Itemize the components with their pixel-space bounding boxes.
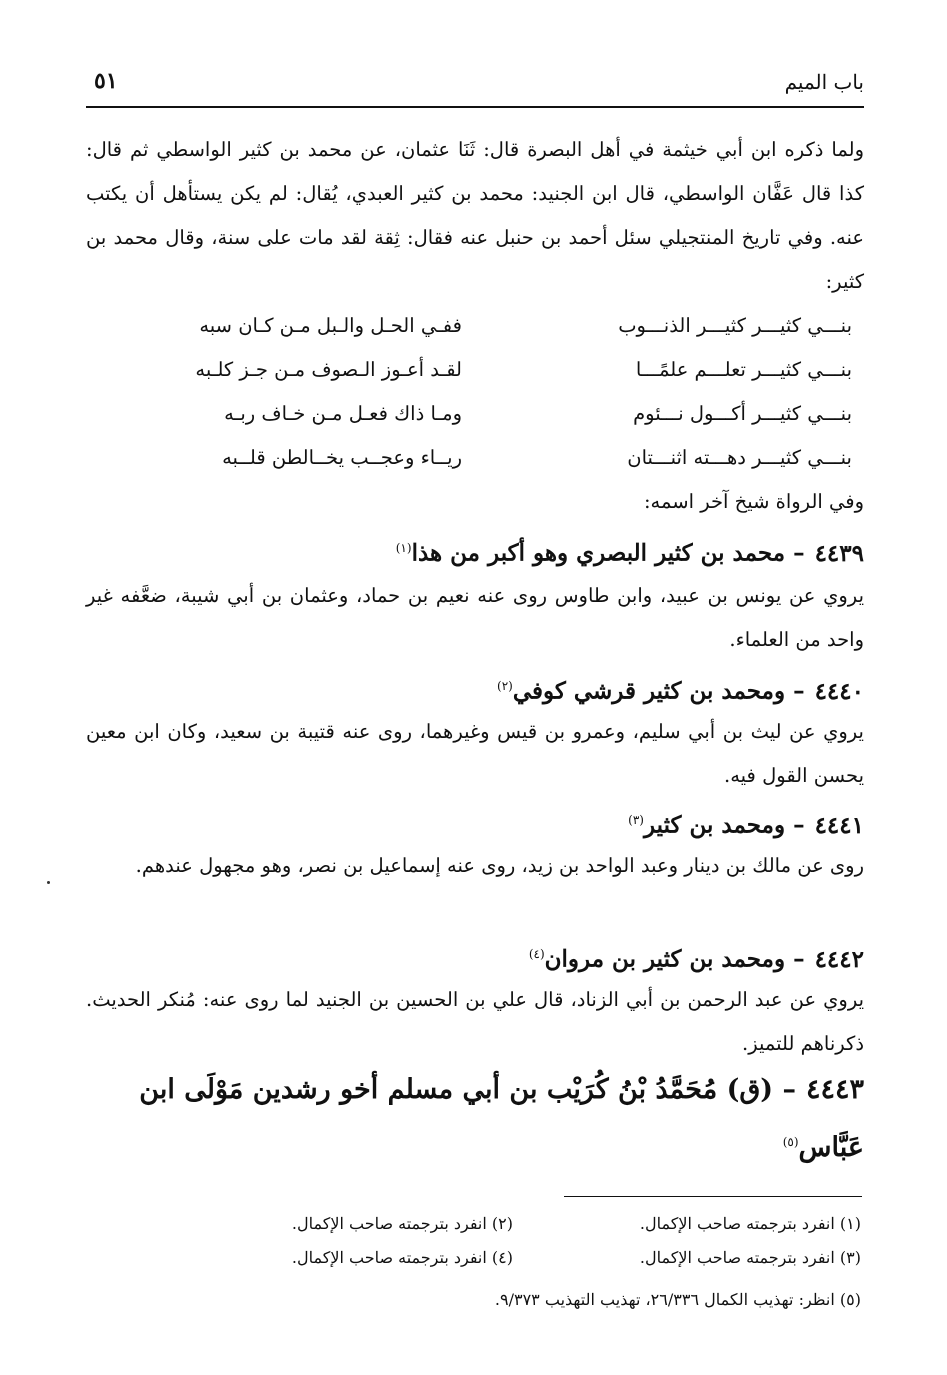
page-number: ٥١ (94, 68, 118, 94)
poem-verse (86, 394, 864, 438)
footnote: (٥) انظر: تهذيب الكمال ٢٦/٣٣٦، تهذيب التهذيب ٩/٣٧٣. (494, 1290, 861, 1309)
verse-first-hemistich: بنـــي كثيـــر كثيـــر الذنـــوب (618, 314, 852, 337)
entry-title: – محمد بن كثير البصري وهو أكبر من هذا (411, 539, 805, 567)
poem-verse (86, 306, 864, 350)
entry-heading (86, 932, 864, 982)
verse-first-hemistich: بنـــي كثيـــر أكـــول نـــئوم (633, 402, 852, 425)
entry-title: – ومحمد بن كثير (643, 811, 805, 839)
verse-second-hemistich: ففـي الحـل والـبل مـن كـان سبه (199, 314, 462, 337)
verse-first-hemistich: بنـــي كثيـــر دهـــته اثنـــتان (627, 446, 852, 469)
footnote-marker: (١) (395, 541, 412, 555)
footnote-marker: (٥) (782, 1135, 799, 1149)
footnote-separator (564, 1196, 862, 1197)
verse-second-hemistich: لقـد أعـوز الـصوف مـن جـز كلـبه (195, 358, 462, 381)
entry-heading (86, 1064, 864, 1174)
footnote-marker: (٢) (497, 679, 513, 693)
intro-paragraph: ولما ذكره ابن أبي خيثمة في أهل البصرة قال: ثَنَا عثمان، عن محمد بن كثير الواسطي ثم قال: كذا قال عَفَّان الواسطي، قال ابن الجنيد: محمد بن كثير العبدي، يُقال: لم يكن يستأهل أن يكتب عنه. وفي تاريخ المنتجيلي سئل أحمد بن حنبل عنه فقال: ثِقة لقد مات على سنة، وقال محمد بن كثير: (86, 138, 864, 293)
verse-second-hemistich: ريــاء وعجــب يخــالطن قلــبه (222, 446, 462, 469)
entry-heading (86, 526, 864, 576)
footnote: (٣) انفرد بترجمته صاحب الإكمال. (639, 1248, 861, 1267)
section-title: باب الميم (784, 70, 864, 94)
entry-title: – ومحمد بن كثير بن مروان (544, 945, 805, 973)
scan-speck (47, 881, 50, 884)
footnote-marker: (٤) (528, 947, 545, 961)
footnote-marker: (٣) (628, 813, 644, 827)
entry-number: ٤٤٤٣ (805, 1074, 864, 1105)
entry-heading (86, 664, 864, 714)
poem-verse (86, 350, 864, 394)
entry-heading (86, 798, 864, 848)
verse-first-hemistich: بنـــي كثيـــر تعلـــم علمًـــا (635, 358, 852, 381)
page-header (86, 62, 864, 108)
entry-title: – ومحمد بن كثير قرشي كوفي (512, 677, 805, 705)
entry-body: يروي عن عبد الرحمن بن أبي الزناد، قال علي بن الحسين بن الجنيد لما روى عنه: مُنكر الحديث. ذكرناهم للتميز. (86, 988, 864, 1055)
footnote: (١) انفرد بترجمته صاحب الإكمال. (639, 1214, 861, 1233)
entry-number: ٤٤٤٢ (814, 945, 864, 973)
entry-number: ٤٤٣٩ (814, 539, 864, 567)
entry-title: – (ق) مُحَمَّدُ بْنُ كُرَيْب بن أبي مسلم أخو رشدين مَوْلَى ابن عَبَّاس (139, 1074, 864, 1163)
entry-number: ٤٤٤٠ (814, 677, 864, 705)
entry-body: يروي عن يونس بن عبيد، وابن طاوس روى عنه نعيم بن حماد، وعثمان بن أبي شيبة، ضعَّفه غير واحد من العلماء. (86, 584, 864, 651)
footnote: (٤) انفرد بترجمته صاحب الإكمال. (291, 1248, 513, 1267)
entry-body: روى عن مالك بن دينار وعبد الواحد بن زيد، روى عنه إسماعيل بن نصر، وهو مجهول عندهم. (135, 854, 864, 877)
entry-body: يروي عن ليث بن أبي سليم، وعمرو بن قيس وغيرهما، روى عنه قتيبة بن سعيد، وكان ابن معين يحسن القول فيه. (86, 720, 864, 787)
transition-line: وفي الرواة شيخ آخر اسمه: (643, 490, 864, 513)
poem-verse (86, 438, 864, 482)
entry-number: ٤٤٤١ (814, 811, 864, 839)
verse-second-hemistich: ومـا ذاك فعـل مـن خـاف ربـه (224, 402, 462, 425)
footnote: (٢) انفرد بترجمته صاحب الإكمال. (291, 1214, 513, 1233)
